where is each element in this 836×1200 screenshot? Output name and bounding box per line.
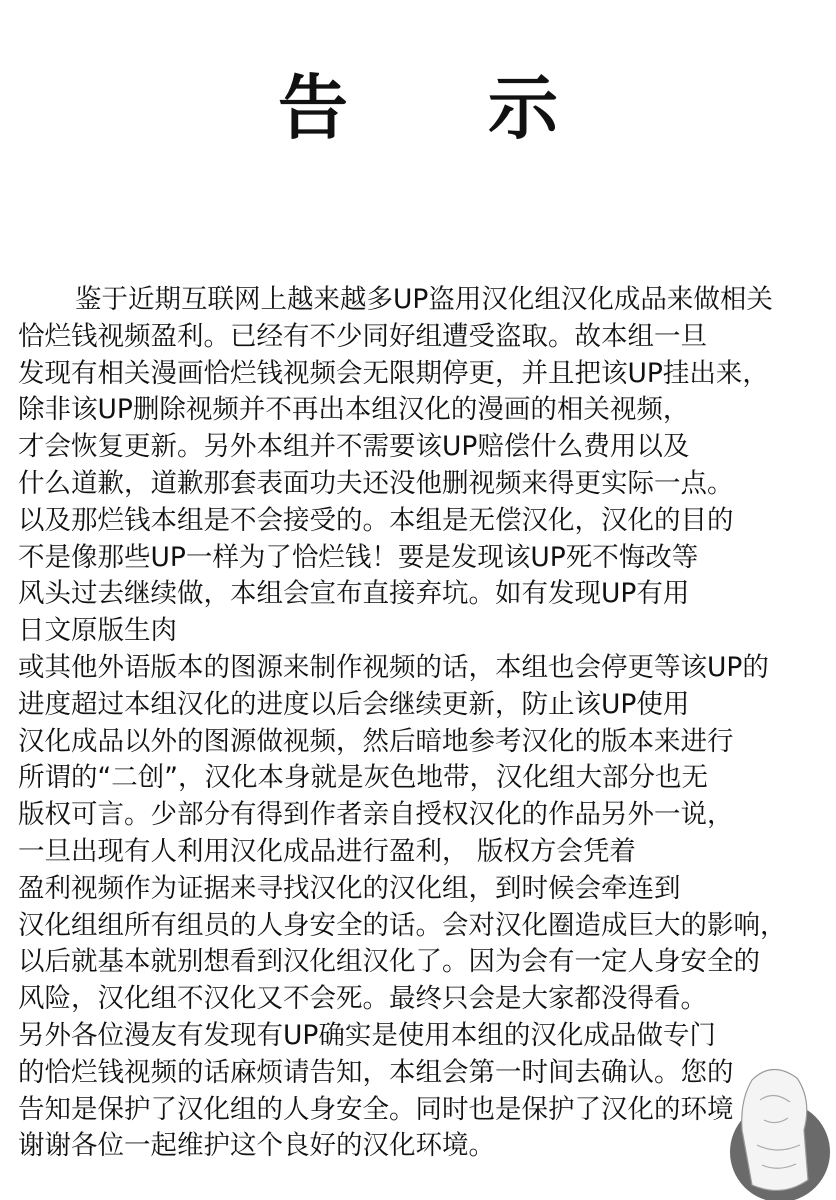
text-line: 什么道歉，道歉那套表面功夫还没他删视频来得更实际一点。 <box>18 467 734 499</box>
text-line: 鉴于近期互联网上越来越多UP盗用汉化组汉化成品来做相关 <box>75 284 773 315</box>
text-line: 汉化组组所有组员的人身安全的话。会对汉化圈造成巨大的影响， <box>18 909 787 941</box>
text-line: 另外各位漫友有发现有UP确实是使用本组的汉化成品做专门 <box>18 1019 716 1051</box>
text-line: 版权可言。少部分有得到作者亲自授权汉化的作品另外一说， <box>18 799 734 831</box>
text-line: 所谓的“二创”，汉化本身就是灰色地带，汉化组大部分也无 <box>18 762 708 794</box>
text-line: 或其他外语版本的图源来制作视频的话，本组也会停更等该UP的 <box>18 651 769 683</box>
notice-body <box>18 282 833 1165</box>
text-line: 风头过去继续做，本组会宣布直接弃坑。如有发现UP有用 <box>18 578 690 610</box>
page-title <box>0 52 836 153</box>
title-char-1: 告 <box>278 67 348 149</box>
text-line: 以及那烂钱本组是不会接受的。本组是无偿汉化，汉化的目的 <box>18 504 734 536</box>
text-line: 发现有相关漫画恰烂钱视频会无限期停更，并且把该UP挂出来， <box>18 357 769 389</box>
text-line: 不是像那些UP一样为了恰烂钱！要是发现该UP死不悔改等 <box>18 541 699 573</box>
text-line: 告知是保护了汉化组的人身安全。同时也是保护了汉化的环境 <box>18 1093 734 1125</box>
text-line: 以后就基本就别想看到汉化组汉化了。因为会有一定人身安全的 <box>18 946 760 978</box>
title-char-2: 示 <box>488 67 558 149</box>
text-line: 恰烂钱视频盈利。已经有不少同好组遭受盗取。故本组一旦 <box>18 320 707 352</box>
text-line: 一旦出现有人利用汉化成品进行盈利， 版权方会凭着 <box>18 835 636 867</box>
text-line: 汉化成品以外的图源做视频，然后暗地参考汉化的版本来进行 <box>18 725 734 757</box>
text-line: 除非该UP删除视频并不再出本组汉化的漫画的相关视频， <box>18 394 690 426</box>
group-seal-watermark-icon <box>712 1060 836 1200</box>
text-line: 风险，汉化组不汉化又不会死。最终只会是大家都没得看。 <box>18 983 707 1015</box>
text-line: 才会恢复更新。另外本组并不需要该UP赔偿什么费用以及 <box>18 431 690 463</box>
text-line: 谢谢各位一起维护这个良好的汉化环境。 <box>18 1130 495 1162</box>
text-line: 的恰烂钱视频的话麻烦请告知，本组会第一时间去确认。您的 <box>18 1056 734 1088</box>
text-line: 进度超过本组汉化的进度以后会继续更新，防止该UP使用 <box>18 688 690 720</box>
text-line: 日文原版生肉 <box>18 615 177 647</box>
text-line: 盈利视频作为证据来寻找汉化的汉化组，到时候会牵连到 <box>18 872 681 904</box>
